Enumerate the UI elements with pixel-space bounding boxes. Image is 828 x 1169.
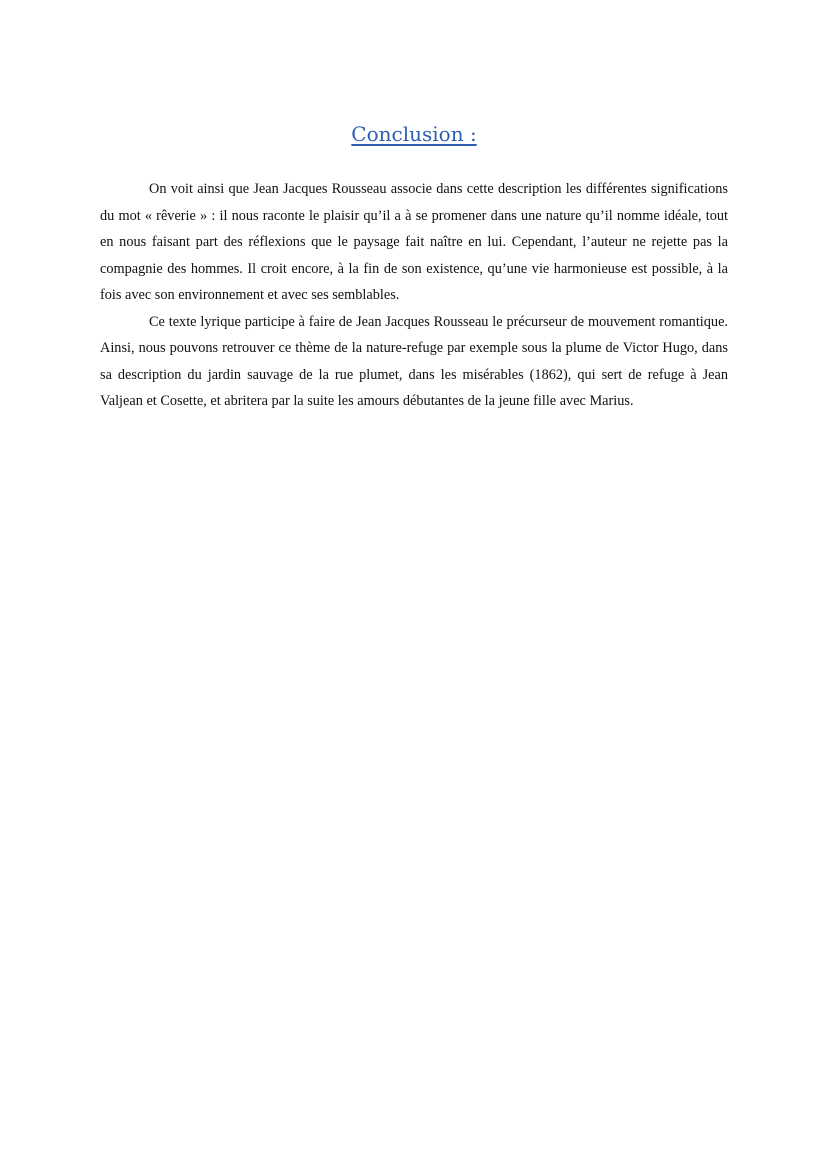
paragraph-2: Ce texte lyrique participe à faire de Jean Jacques Rousseau le précurseur de mouvement romantique. Ainsi, nous pouvons retrouver ce thème de la nature-refuge par exemple sous la plume de Victor Hugo, dans sa description du jardin sauvage de la rue plumet, dans les misérables (1862), qui sert de refuge à Jean Valjean et Cosette, et abritera par la suite les amours débutantes de la jeune fille avec Marius. <box>100 313 728 409</box>
body-text <box>100 176 728 415</box>
paragraph-1: On voit ainsi que Jean Jacques Rousseau associe dans cette description les différentes significations du mot « rêverie » : il nous raconte le plaisir qu’il a à se promener dans une nature qu’il nomme idéale, tout en nous faisant part des réflexions que le paysage fait naître en lui. Cependant, l’auteur ne rejette pas la compagnie des hommes. Il croit encore, à la fin de son existence, qu’une vie harmonieuse est possible, à la fois avec son environnement et avec ses semblables. <box>100 181 728 303</box>
page-title: Conclusion : <box>351 122 477 146</box>
